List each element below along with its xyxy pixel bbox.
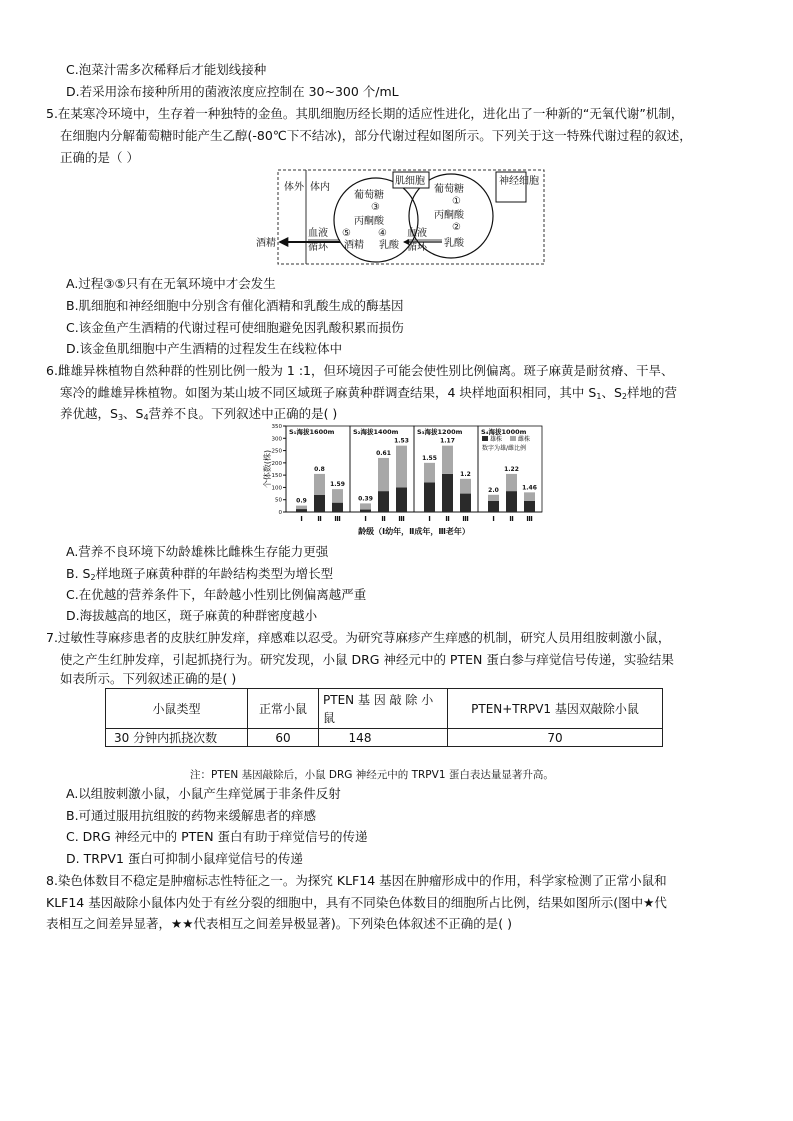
q6-option-d: D.海拔越高的地区，斑子麻黄的种群密度越小 bbox=[66, 608, 318, 623]
data-label: 1.55 bbox=[422, 454, 437, 462]
bar-male bbox=[442, 474, 453, 512]
q8-stem-line2: KLF14 基因敲除小鼠体内处于有丝分裂的细胞中，具有不同染色体数目的细胞所占比例，结果如图所示(图中★代 bbox=[46, 895, 667, 910]
y-tick-label: 200 bbox=[271, 460, 282, 467]
q6-stem-line3: 养优越，$S_3$、$S_4$营养不良。下列叙述中正确的是( ) bbox=[60, 406, 338, 422]
bar-male bbox=[314, 495, 325, 512]
q5-option-b: B.肌细胞和神经细胞中分别含有催化酒精和乳酸生成的酶基因 bbox=[66, 298, 404, 313]
circulation-right: 循环 bbox=[407, 242, 427, 253]
bar-female bbox=[442, 446, 453, 474]
pyruvate-right: 丙酮酸 bbox=[434, 210, 464, 221]
table-header-type: 小鼠类型 bbox=[106, 689, 248, 729]
nerve-cell-label: 神经细胞 bbox=[499, 176, 539, 187]
bar-female bbox=[378, 458, 389, 491]
q5-option-a: A.过程③⑤只有在无氧环境中才会发生 bbox=[66, 276, 276, 291]
q5-stem-line3: 正确的是（ ） bbox=[60, 150, 139, 165]
legend-swatch-female bbox=[510, 436, 516, 441]
data-label: 0.9 bbox=[296, 497, 307, 505]
panel-title: S₃海拔1200m bbox=[417, 428, 463, 436]
q5-option-d: D.该金鱼肌细胞中产生酒精的过程发生在线粒体中 bbox=[66, 341, 343, 356]
x-tick-label: Ⅰ bbox=[300, 515, 303, 523]
table-value-double: 70 bbox=[448, 729, 663, 747]
x-tick-label: Ⅲ bbox=[526, 515, 533, 523]
table-header-double: PTEN+TRPV1 基因双敲除小鼠 bbox=[448, 689, 663, 729]
y-tick-label: 250 bbox=[271, 448, 282, 455]
bar-male bbox=[378, 491, 389, 512]
bar-male bbox=[360, 510, 371, 512]
bar-female bbox=[424, 463, 435, 483]
bar-female bbox=[488, 495, 499, 501]
ethanol-outside: 酒精 bbox=[256, 238, 276, 249]
q6-option-a: A.营养不良环境下幼龄雄株比雌株生存能力更强 bbox=[66, 544, 329, 559]
data-label: 0.61 bbox=[376, 449, 391, 457]
bar-male bbox=[460, 494, 471, 512]
metabolism-diagram bbox=[256, 168, 546, 268]
bar-female bbox=[296, 506, 307, 509]
data-label: 1.17 bbox=[440, 437, 455, 445]
q4-option-c: C.泡菜汁需多次稀释后才能划线接种 bbox=[66, 62, 267, 77]
circulation-left: 循环 bbox=[308, 242, 328, 253]
data-label: 1.46 bbox=[522, 484, 537, 492]
inside-label: 体内 bbox=[310, 182, 330, 193]
bar-female bbox=[524, 492, 535, 501]
legend-label-male: 雄株 bbox=[490, 436, 503, 443]
bar-male bbox=[332, 503, 343, 512]
table-header-pten: PTEN 基 因 敲 除 小 鼠 bbox=[319, 689, 448, 729]
outside-label: 体外 bbox=[284, 182, 304, 193]
data-label: 2.0 bbox=[488, 486, 499, 494]
q6-stem-line1: 6.雌雄异株植物自然种群的性别比例一般为 1 :1，但环境因子可能会使性别比例偏离。斑子麻黄是耐贫瘠、干旱、 bbox=[46, 363, 674, 378]
blood-right: 血液 bbox=[407, 228, 427, 239]
bar-female bbox=[314, 474, 325, 495]
glucose-right: 葡萄糖 bbox=[434, 184, 464, 195]
step-3: ③ bbox=[371, 202, 380, 213]
x-tick-label: Ⅱ bbox=[509, 515, 514, 523]
x-tick-label: Ⅰ bbox=[492, 515, 495, 523]
bar-female bbox=[506, 474, 517, 491]
x-tick-label: Ⅰ bbox=[428, 515, 431, 523]
table-value-normal: 60 bbox=[248, 729, 319, 747]
step-4: ④ bbox=[378, 228, 387, 239]
q7-option-d: D. TRPV1 蛋白可抑制小鼠痒觉信号的传递 bbox=[66, 851, 303, 866]
y-tick-label: 100 bbox=[271, 485, 282, 492]
y-tick-label: 300 bbox=[271, 436, 282, 443]
pyruvate-left: 丙酮酸 bbox=[354, 216, 384, 227]
step-5: ⑤ bbox=[342, 228, 351, 239]
x-tick-label: Ⅱ bbox=[381, 515, 386, 523]
bar-male bbox=[524, 501, 535, 512]
y-axis-label: 个体数(株) bbox=[263, 449, 272, 489]
q5-option-c: C.该金鱼产生酒精的代谢过程可使细胞避免因乳酸积累而损伤 bbox=[66, 320, 404, 335]
q5-stem-line1: 5.在某寒冷环境中，生存着一种独特的金鱼。其肌细胞历经长期的适应性进化，进化出了一种新的“无氧代谢”机制， bbox=[46, 106, 684, 121]
table-value-pten: 148 bbox=[319, 729, 448, 747]
lactate-right: 乳酸 bbox=[444, 238, 464, 249]
x-axis-label: 龄级（Ⅰ幼年，Ⅱ成年，Ⅲ老年） bbox=[358, 527, 470, 536]
experiment-table bbox=[105, 688, 663, 747]
q6-option-b: B. $S_2$样地斑子麻黄种群的年龄结构类型为增长型 bbox=[66, 566, 334, 582]
table-row-label: 30 分钟内抓挠次数 bbox=[106, 729, 248, 747]
bar-female bbox=[396, 446, 407, 488]
q7-stem-line2: 使之产生红肿发痒，引起抓挠行为。研究发现，小鼠 DRG 神经元中的 PTEN 蛋白参与痒觉信号传递，实验结果 bbox=[60, 652, 674, 667]
bar-male bbox=[506, 491, 517, 512]
q7-option-c: C. DRG 神经元中的 PTEN 蛋白有助于痒觉信号的传递 bbox=[66, 829, 368, 844]
x-tick-label: Ⅱ bbox=[445, 515, 450, 523]
x-tick-label: Ⅲ bbox=[398, 515, 405, 523]
y-tick-label: 50 bbox=[275, 497, 282, 504]
data-label: 1.53 bbox=[394, 437, 409, 445]
q6-stem-line2: 寒冷的雌雄异株植物。如图为某山坡不同区域斑子麻黄种群调查结果，4 块样地面积相同，其中 $S_1$、$S_2$样地的营 bbox=[60, 385, 677, 401]
q8-stem-line3: 表相互之间差异显著，★★代表相互之间差异极显著)。下列染色体叙述不正确的是( ) bbox=[46, 916, 513, 931]
data-label: 0.8 bbox=[314, 465, 325, 473]
q7-stem-line3: 如表所示。下列叙述正确的是( ) bbox=[60, 671, 237, 686]
legend-swatch-male bbox=[482, 436, 488, 441]
lactate-left: 乳酸 bbox=[379, 240, 399, 251]
q7-option-a: A.以组胺刺激小鼠，小鼠产生痒觉属于非条件反射 bbox=[66, 786, 341, 801]
data-label: 0.39 bbox=[358, 495, 373, 503]
bar-male bbox=[296, 509, 307, 512]
legend-note: 数字为雄/雌比例 bbox=[482, 445, 527, 452]
y-tick-label: 150 bbox=[271, 473, 282, 480]
population-chart bbox=[250, 422, 550, 540]
q7-stem-line1: 7.过敏性荨麻疹患者的皮肤红肿发痒，痒感难以忍受。为研究荨麻疹产生痒感的机制，研究人员用组胺刺激小鼠， bbox=[46, 630, 671, 645]
q5-stem-line2: 在细胞内分解葡萄糖时能产生乙醇(-80℃下不结冰)，部分代谢过程如图所示。下列关于这一特殊代谢过程的叙述， bbox=[60, 128, 692, 143]
bar-male bbox=[396, 487, 407, 512]
step-1: ① bbox=[452, 196, 461, 207]
q4-option-d: D.若采用涂布接种所用的菌液浓度应控制在 30~300 个/mL bbox=[66, 84, 399, 99]
bar-male bbox=[424, 483, 435, 512]
bar-female bbox=[332, 489, 343, 503]
bar-male bbox=[488, 501, 499, 512]
table-header-normal: 正常小鼠 bbox=[248, 689, 319, 729]
blood-left: 血液 bbox=[308, 228, 328, 239]
x-tick-label: Ⅲ bbox=[334, 515, 341, 523]
panel-title: S₂海拔1400m bbox=[353, 428, 399, 436]
x-tick-label: Ⅲ bbox=[462, 515, 469, 523]
y-tick-label: 0 bbox=[278, 510, 282, 516]
glucose-left: 葡萄糖 bbox=[354, 190, 384, 201]
y-tick-label: 350 bbox=[271, 424, 282, 430]
muscle-cell-label: 肌细胞 bbox=[395, 176, 425, 187]
step-2: ② bbox=[452, 222, 461, 233]
table-note: 注：PTEN 基因敲除后，小鼠 DRG 神经元中的 TRPV1 蛋白表达量显著升高。 bbox=[190, 769, 554, 781]
data-label: 1.22 bbox=[504, 465, 519, 473]
data-label: 1.59 bbox=[330, 481, 345, 489]
q8-stem-line1: 8.染色体数目不稳定是肿瘤标志性特征之一。为探究 KLF14 基因在肿瘤形成中的作用，科学家检测了正常小鼠和 bbox=[46, 873, 667, 888]
bar-female bbox=[360, 503, 371, 509]
panel-title: S₁海拔1600m bbox=[289, 428, 335, 436]
ethanol-cell: 酒精 bbox=[344, 240, 364, 251]
q6-option-c: C.在优越的营养条件下，年龄越小性别比例偏离越严重 bbox=[66, 587, 367, 602]
data-label: 1.2 bbox=[460, 470, 471, 478]
bar-female bbox=[460, 479, 471, 494]
x-tick-label: Ⅰ bbox=[364, 515, 367, 523]
legend-label-female: 雌株 bbox=[518, 436, 531, 443]
q7-option-b: B.可通过服用抗组胺的药物来缓解患者的痒感 bbox=[66, 808, 317, 823]
panel-title: S₄海拔1000m bbox=[481, 428, 527, 436]
x-tick-label: Ⅱ bbox=[317, 515, 322, 523]
